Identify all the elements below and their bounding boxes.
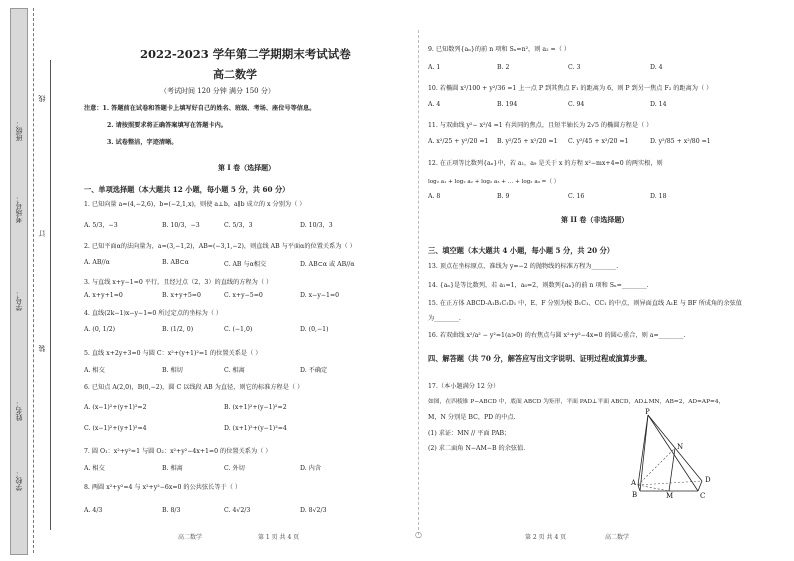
- note-2: 2. 请按照要求将正确答案填写在答题卡内。: [107, 122, 227, 129]
- q1-option-d: D. 10/3，3: [300, 222, 333, 229]
- segment-am-hidden: [638, 485, 669, 491]
- exam-title: 2022-2023 学年第二学期期末考试试卷: [140, 47, 351, 61]
- question-15-tail: 为________.: [428, 315, 461, 322]
- q5-option-a: A. 相交: [84, 367, 105, 374]
- question-1: 1. 已知向量 a=(4,−2,6)，b=(−2,1,x)，则使 a⊥b，a∥b 成立的 x 分别为（ ）: [84, 201, 306, 208]
- q2-option-c: C. AB 与α相交: [224, 261, 267, 268]
- label-a: A: [631, 479, 637, 487]
- q11-option-d: D. y²/85 + x²/80 =1: [650, 138, 711, 145]
- question-10: 10. 若椭圆 x²/100 + y²/36 =1 上一点 P 到其焦点 F₁ 的距离为 6，则 P 到另一焦点 F₂ 的距离为（ ）: [428, 85, 713, 92]
- q11-option-b: B. y²/25 + x²/20 =1: [497, 138, 558, 145]
- question-15: 15. 在正方体 ABCD-A₁B₁C₁D₁ 中，E、F 分别为棱 B₁C₁、CC₁ 的中点，则异面直线 A₁E 与 BF 所成角的余弦值: [428, 300, 742, 307]
- sidebar-label-id: 学号：: [15, 290, 23, 311]
- right-footer-subject: 高二数学: [605, 534, 630, 541]
- page-divider: [418, 30, 419, 535]
- part-2-heading: 第 II 卷（非选择题）: [561, 215, 629, 224]
- sidebar-label-name: 姓名：: [15, 400, 23, 421]
- segment-mn: [669, 448, 675, 491]
- q9-option-d: D. 4: [650, 64, 663, 71]
- q8-option-c: C. 4√2/3: [224, 507, 251, 514]
- q9-option-b: B. 2: [497, 64, 510, 71]
- q9-option-c: C. 3: [568, 64, 581, 71]
- q5-option-b: B. 相切: [162, 367, 183, 374]
- question-17-part-1: (1) 求证：MN // 平面 PAB；: [428, 430, 511, 437]
- q6-option-d: D. (x+1)²+(y−1)²=4: [224, 425, 287, 432]
- q10-option-a: A. 4: [428, 101, 441, 108]
- sidebar-label-bind: 订: [38, 230, 46, 237]
- q7-option-b: B. 相离: [162, 465, 183, 472]
- q5-option-c: C. 相离: [224, 367, 245, 374]
- sidebar-label-pack: 装: [38, 345, 46, 352]
- q12-option-a: A. 8: [428, 193, 441, 200]
- question-17-text-2: M，N 分别是 BC，PD 的中点.: [428, 414, 516, 421]
- q1-option-a: A. 5/3，−3: [84, 222, 118, 229]
- pyramid-figure: [620, 405, 725, 500]
- q3-option-b: B. x+y+5=0: [162, 292, 201, 299]
- q4-option-b: B. (1/2, 0): [162, 326, 194, 333]
- label-m: M: [666, 492, 674, 500]
- sidebar-label-school: 学校：: [15, 470, 23, 491]
- edge-pc: [648, 415, 698, 491]
- left-footer-subject: 高二数学: [178, 534, 203, 541]
- q2-option-d: D. AB⊂α 或 AB//α: [300, 261, 355, 268]
- question-8: 8. 两圆 x²+y²=4 与 x²+y²−6x=0 的公共弦长等于（ ）: [84, 484, 242, 491]
- q3-option-c: C. x+y−5=0: [224, 292, 263, 299]
- q3-option-a: A. x+y+1=0: [84, 292, 123, 299]
- question-12: 12. 在正项等比数列{aₙ}中，若 a₁，a₉ 是关于 x 的方程 x²−mx+4=0 的两实根，则: [428, 160, 663, 167]
- q6-option-a: A. (x−1)²+(y+1)²=2: [84, 404, 147, 411]
- right-footer-page: 第 2 页 共 4 页: [525, 534, 567, 541]
- edge-ab: [638, 485, 640, 491]
- q7-option-d: D. 内含: [300, 465, 322, 472]
- q8-option-a: A. 4/3: [84, 507, 103, 514]
- question-2: 2. 已知平面α的法向量为，a=(3,−1,2)，AB=(−3,1,−2)，则直线 AB 与平面α的位置关系为（ ）: [84, 243, 356, 250]
- q9-option-a: A. 1: [428, 64, 441, 71]
- question-7: 7. 圆 O₁：x²+y²=1 与圆 O₂：x²+y²−4x+1=0 的位置关系为（ ）: [84, 448, 272, 455]
- question-6: 6. 已知点 A(2,0)，B(0,−2)，圆 C 以线段 AB 为直径，则它的标准方程是（ ）: [84, 384, 304, 391]
- q7-option-a: A. 相交: [84, 465, 105, 472]
- sidebar-label-class: 班级：: [15, 120, 23, 141]
- q6-option-c: C. (x−1)²+(y+1)²=4: [84, 425, 147, 432]
- q4-option-a: A. (0, 1/2): [84, 326, 116, 333]
- q12-option-b: B. 9: [497, 193, 510, 200]
- question-17-header: 17.（本小题满分 12 分）: [428, 383, 500, 390]
- part-1-heading: 第 I 卷（选择题）: [218, 163, 276, 172]
- question-14: 14. {aₙ}是等比数列，若 a₁=1，a₆=2，则数列{aₙ}的前 n 项和 Sₙ=________.: [428, 282, 649, 289]
- q10-option-b: B. 194: [497, 101, 518, 108]
- q11-option-c: C. y²/45 + x²/20 =1: [568, 138, 629, 145]
- question-3: 3. 与直线 x+y−1=0 平行，且经过点（2，3）的直线的方程为（ ）: [84, 279, 273, 286]
- section-3-heading: 三、填空题（本大题共 4 小题，每小题 5 分，共 20 分）: [428, 246, 614, 255]
- section-4-heading: 四、解答题（共 70 分，解答应写出文字说明、证明过程或演算步骤。: [428, 354, 652, 363]
- q12-option-c: C. 16: [568, 193, 585, 200]
- question-17-text-1: 如图，在四棱锥 P−ABCD 中，底面 ABCD 为矩形，平面 PAD⊥平面 ABCD，AD⊥MN，AB=2，AD=AP=4，: [428, 399, 725, 405]
- label-n: N: [677, 443, 684, 451]
- q1-option-c: C. 5/3，3: [224, 222, 253, 229]
- question-11: 11. 与双曲线 y²− x²/4 =1 有共同的焦点，且短半轴长为 2√5 的椭圆方程是（ ）: [428, 122, 653, 129]
- question-9: 9. 已知数列{aₙ}的前 n 项和 Sₙ=n²，则 a₂ =（ ）: [428, 46, 571, 53]
- label-p: P: [645, 408, 650, 416]
- left-footer-page: 第 1 页 共 4 页: [258, 534, 300, 541]
- field-line: [50, 60, 52, 530]
- question-17-part-2: (2) 求二面角 N−AM−B 的余弦值.: [428, 445, 526, 452]
- note-1: 注意：1. 答题前在试卷和答题卡上填写好自己的姓名、班级、考场、座位号等信息。: [84, 105, 316, 112]
- q7-option-c: C. 外切: [224, 465, 245, 472]
- sidebar-label-room: 考场号：: [15, 195, 23, 223]
- label-d: D: [705, 476, 711, 484]
- label-b: B: [632, 491, 638, 499]
- exam-subject: 高二数学: [213, 68, 257, 81]
- q12-option-d: D. 18: [650, 193, 667, 200]
- center-circle-icon: ○: [415, 530, 422, 539]
- sidebar-label-line: 线: [38, 95, 46, 102]
- edge-pb: [640, 415, 648, 491]
- edge-cd: [698, 481, 702, 491]
- q8-option-d: D. 8√2/3: [300, 507, 327, 514]
- q6-option-b: B. (x+1)²+(y−1)²=2: [224, 404, 287, 411]
- question-5: 5. 直线 x+2y+3=0 与圆 C：x²+(y+1)²=1 的位置关系是（ ）: [84, 350, 262, 357]
- q4-option-c: C. (−1,0): [224, 326, 253, 333]
- q10-option-d: D. 14: [650, 101, 667, 108]
- question-16: 16. 若双曲线 x²/a² − y²=1(a>0) 的右焦点与圆 x²+y²−4x=0 的圆心重合，则 a=________.: [428, 332, 686, 339]
- q4-option-d: D. (0,−1): [300, 326, 329, 333]
- q3-option-d: D. x−y−1=0: [300, 292, 340, 299]
- binding-line: [33, 8, 35, 553]
- label-c: C: [700, 492, 706, 500]
- question-12-expression: log₂ a₁ + log₂ a₂ + log₂ a₃ + … + log₂ a₉ =（ ）: [428, 179, 560, 185]
- q10-option-c: C. 94: [568, 101, 585, 108]
- question-13: 13. 顶点在坐标原点，准线为 y=−2 的抛物线的标准方程为________.: [428, 263, 619, 270]
- exam-time-info: （考试时间 120 分钟 满分 150 分）: [160, 87, 275, 95]
- q5-option-d: D. 不确定: [300, 367, 328, 374]
- q1-option-b: B. 10/3，−3: [162, 222, 200, 229]
- section-1-heading: 一、单项选择题（本大题共 12 小题，每小题 5 分，共 60 分）: [84, 185, 290, 194]
- q11-option-a: A. x²/25 + y²/20 =1: [428, 138, 489, 145]
- q2-option-b: B. AB⊂α: [162, 259, 189, 266]
- q2-option-a: A. AB//α: [84, 259, 110, 266]
- q8-option-b: B. 8/3: [162, 507, 181, 514]
- note-3: 3. 试卷整洁，字迹清晰。: [107, 139, 178, 146]
- question-4: 4. 直线(2k−1)x−y−1=0 所过定点的坐标为（ ）: [84, 310, 223, 317]
